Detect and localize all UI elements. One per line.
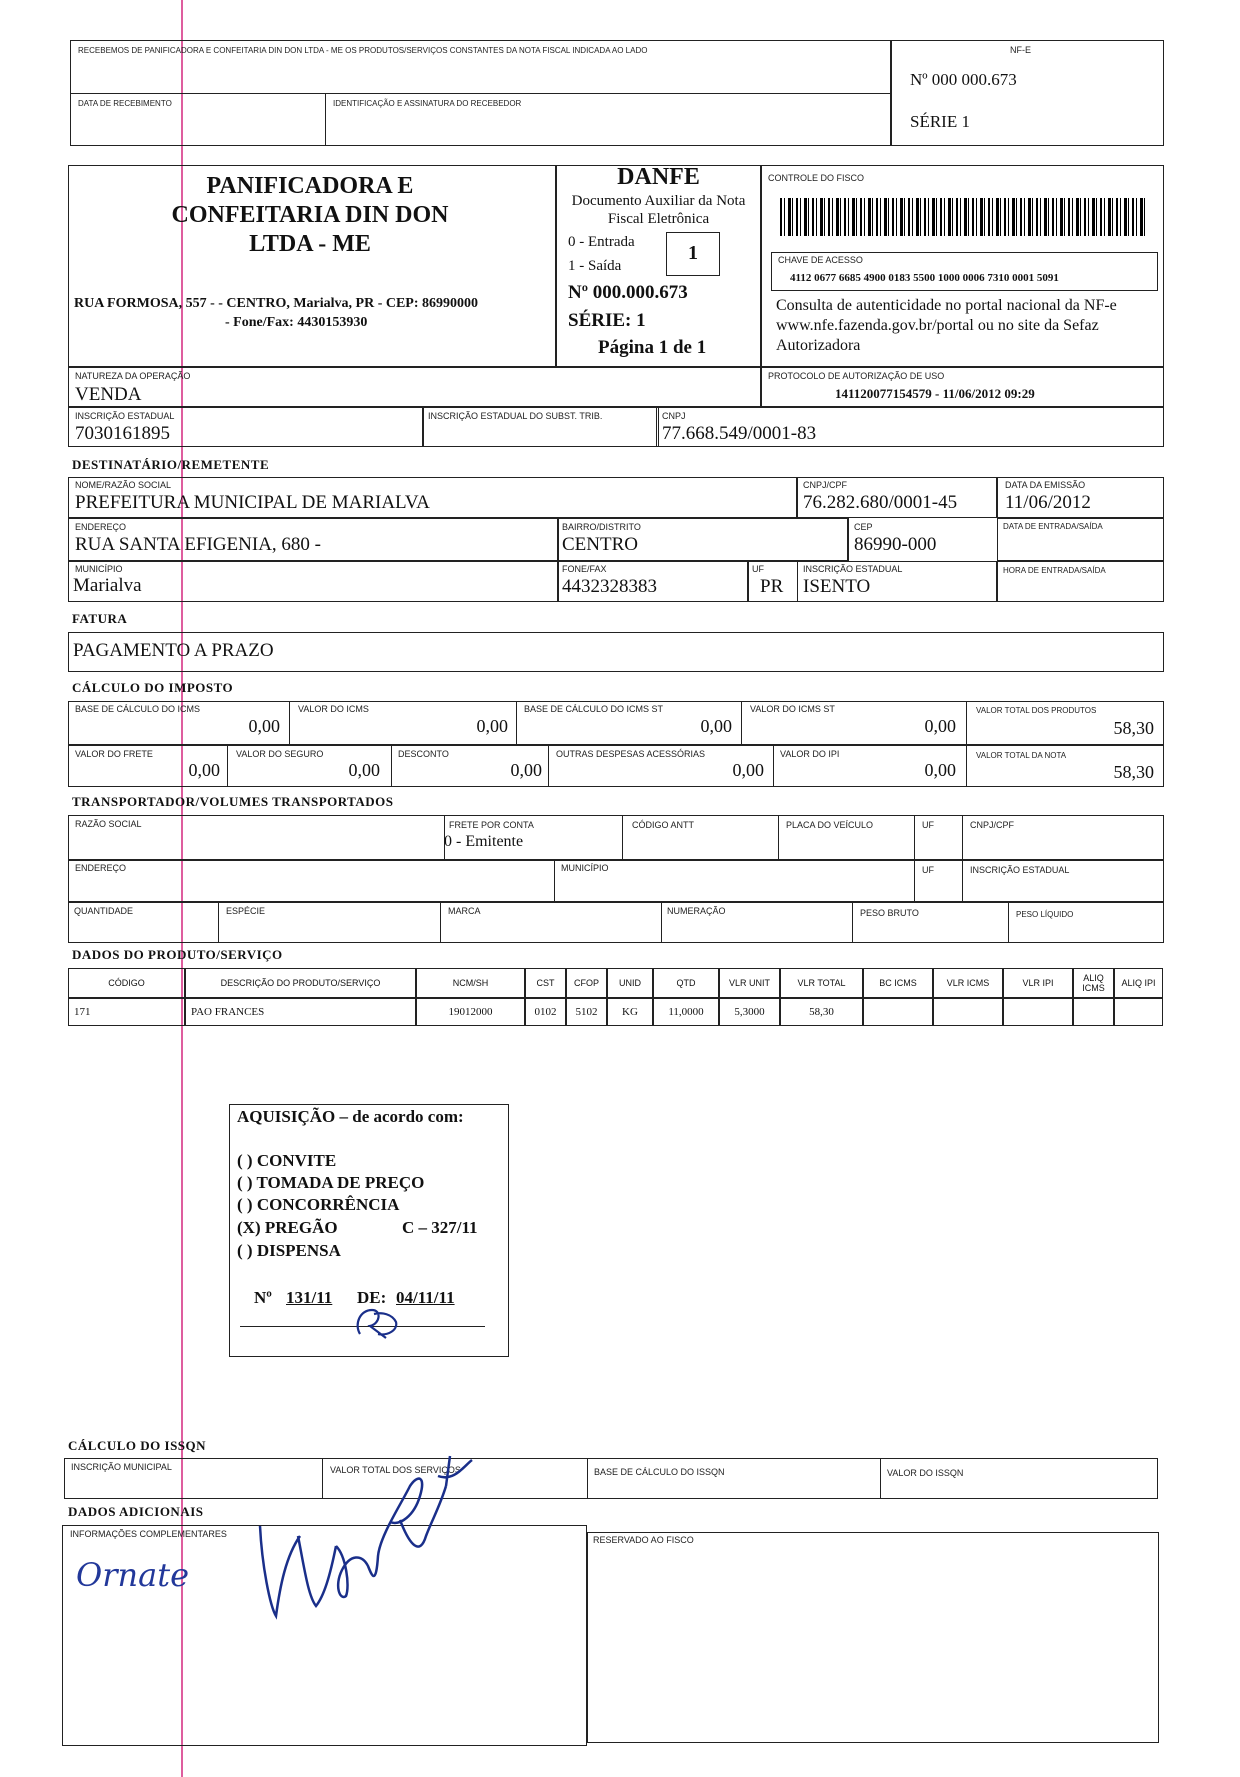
controle-fisco-label: CONTROLE DO FISCO — [768, 173, 865, 183]
dest-cnpj: 76.282.680/0001-45 — [803, 492, 958, 513]
base-icms-label: BASE DE CÁLCULO DO ICMS — [75, 704, 201, 714]
total-prod-label: VALOR TOTAL DOS PRODUTOS — [976, 706, 1097, 715]
aquisicao-data: 04/11/11 — [396, 1288, 455, 1307]
transp-qtd-label: QUANTIDADE — [74, 906, 134, 916]
header-label-vlr-unit: VLR UNIT — [728, 978, 770, 988]
dest-ie-label: INSCRIÇÃO ESTADUAL — [803, 564, 903, 574]
saida-label: 1 - Saída — [568, 258, 622, 274]
desconto-label: DESCONTO — [398, 749, 449, 759]
row-cell-aliq-icms — [1073, 998, 1114, 1026]
barcode — [780, 198, 1145, 236]
outras-value: 0,00 — [732, 760, 764, 780]
transp-marca-label: MARCA — [448, 906, 481, 916]
valor-st: 0,00 — [924, 716, 956, 736]
emitter-name: PANIFICADORA E CONFEITARIA DIN DON LTDA - ME — [171, 173, 449, 257]
issqn-box — [64, 1458, 1158, 1499]
row-cell-vlr-icms — [933, 998, 1003, 1026]
base-icms: 0,00 — [248, 716, 280, 736]
date-received-label: DATA DE RECEBIMENTO — [78, 99, 172, 108]
row-cell-cfop — [566, 998, 607, 1026]
row-cell-ncm — [416, 998, 525, 1026]
ie-value: 7030161895 — [75, 423, 170, 444]
chave-label: CHAVE DE ACESSO — [778, 255, 863, 265]
dest-cep: 86990-000 — [854, 534, 937, 555]
transp-uf2-label: UF — [922, 865, 934, 875]
aquisicao-tomada: ( ) TOMADA DE PREÇO — [237, 1173, 425, 1192]
header-cell-ncm — [416, 968, 525, 998]
entrada-saida-label: DATA DE ENTRADA/SAÍDA — [1003, 522, 1103, 531]
base-st: 0,00 — [700, 716, 732, 736]
outras-label: OUTRAS DESPESAS ACESSÓRIAS — [556, 749, 706, 759]
row-cell-cst — [525, 998, 566, 1026]
transp-antt-label: CÓDIGO ANTT — [632, 820, 695, 830]
row-cell-qtd — [653, 998, 719, 1026]
row-cell-vlr-unit — [719, 998, 780, 1026]
row-value-cfop: 5102 — [575, 1006, 598, 1018]
seguro-value: 0,00 — [348, 760, 380, 780]
cnpj-value: 77.668.549/0001-83 — [662, 423, 817, 444]
transp-peso-bruto-label: PESO BRUTO — [860, 908, 919, 918]
dest-fone-label: FONE/FAX — [562, 564, 607, 574]
row-cell-codigo — [68, 998, 185, 1026]
row-value-descricao: PAO FRANCES — [191, 1006, 265, 1018]
header-cell-aliq-icms — [1073, 968, 1114, 998]
header-cell-vlr-total — [780, 968, 863, 998]
nfe-label: NF-E — [1010, 45, 1031, 55]
header-label-aliq-ipi: ALIQ IPI — [1121, 978, 1156, 988]
transp-placa-label: PLACA DO VEÍCULO — [786, 820, 874, 830]
transp-endereco-label: ENDEREÇO — [75, 863, 127, 873]
issqn-base-label: BASE DE CÁLCULO DO ISSQN — [594, 1467, 725, 1477]
header-cell-vlr-unit — [719, 968, 780, 998]
hora-label: HORA DE ENTRADA/SAÍDA — [1003, 566, 1106, 575]
natureza-label: NATUREZA DA OPERAÇÃO — [75, 371, 191, 381]
header-cell-unid — [607, 968, 653, 998]
protocolo-value: 141120077154579 - 11/06/2012 09:29 — [835, 386, 1035, 401]
stamp-initials — [352, 1304, 404, 1342]
valor-icms: 0,00 — [476, 716, 508, 736]
row-cell-bc-icms — [863, 998, 933, 1026]
header-cell-bc-icms — [863, 968, 933, 998]
transp-numeracao-label: NUMERAÇÃO — [667, 906, 726, 916]
dest-municipio-label: MUNICÍPIO — [75, 564, 123, 574]
dest-bairro: CENTRO — [562, 534, 638, 555]
dest-uf-label: UF — [752, 564, 764, 574]
stub-number: Nº 000 000.673 — [910, 70, 1017, 89]
transp-especie-label: ESPÉCIE — [226, 906, 266, 916]
header-label-cfop: CFOP — [573, 978, 599, 988]
handwritten-note: Ornate — [76, 1556, 190, 1594]
issqn-im-label: INSCRIÇÃO MUNICIPAL — [71, 1462, 172, 1472]
issqn-total-label: VALOR TOTAL DOS SERVIÇOS — [330, 1465, 461, 1475]
danfe-numero: Nº 000.000.673 — [568, 282, 688, 303]
aquisicao-dispensa: ( ) DISPENSA — [237, 1241, 341, 1260]
row-cell-descricao — [185, 998, 416, 1026]
chave-value: 4112 0677 6685 4900 0183 5500 1000 0006 7310 0001 5091 — [790, 272, 1059, 284]
header-label-qtd: QTD — [676, 978, 696, 988]
info-compl-label: INFORMAÇÕES COMPLEMENTARES — [70, 1529, 227, 1539]
dest-nome-label: NOME/RAZÃO SOCIAL — [75, 480, 172, 490]
valor-st-label: VALOR DO ICMS ST — [750, 704, 835, 714]
dest-ie: ISENTO — [803, 576, 871, 597]
danfe-serie: SÉRIE: 1 — [568, 310, 646, 331]
ie-st-label: INSCRIÇÃO ESTADUAL DO SUBST. TRIB. — [428, 411, 603, 421]
transp-ie-label: INSCRIÇÃO ESTADUAL — [970, 865, 1070, 875]
header-cell-aliq-ipi — [1114, 968, 1163, 998]
base-st-label: BASE DE CÁLCULO DO ICMS ST — [524, 704, 664, 714]
issqn-valor-label: VALOR DO ISSQN — [887, 1468, 964, 1478]
danfe-pagina: Página 1 de 1 — [598, 337, 707, 358]
header-label-ncm: NCM/SH — [452, 978, 489, 988]
total-nota-label: VALOR TOTAL DA NOTA — [976, 751, 1067, 760]
header-cell-qtd — [653, 968, 719, 998]
header-cell-descricao — [185, 968, 416, 998]
dest-fone: 4432328383 — [562, 576, 657, 597]
emissao-label: DATA DA EMISSÃO — [1005, 480, 1086, 490]
fatura-value: PAGAMENTO A PRAZO — [73, 640, 274, 661]
header-cell-cst — [525, 968, 566, 998]
header-label-descricao: DESCRIÇÃO DO PRODUTO/SERVIÇO — [220, 978, 381, 988]
dest-nome: PREFEITURA MUNICIPAL DE MARIALVA — [75, 492, 430, 513]
row-value-unid: KG — [622, 1006, 638, 1018]
natureza-value: VENDA — [75, 384, 142, 405]
seguro-label: VALOR DO SEGURO — [236, 749, 324, 759]
emissao-value: 11/06/2012 — [1005, 492, 1091, 513]
row-value-cst: 0102 — [534, 1006, 557, 1018]
dest-cep-label: CEP — [854, 522, 873, 532]
total-prod: 58,30 — [1113, 718, 1154, 738]
transp-peso-liquido-label: PESO LÍQUIDO — [1016, 910, 1074, 919]
header-cell-codigo — [68, 968, 185, 998]
fatura-section: FATURA — [72, 611, 128, 626]
aquisicao-concorrencia: ( ) CONCORRÊNCIA — [237, 1195, 400, 1214]
header-cell-vlr-ipi — [1003, 968, 1073, 998]
row-value-qtd: 11,0000 — [668, 1006, 704, 1018]
row-value-ncm: 19012000 — [448, 1006, 493, 1018]
reservado-box — [587, 1532, 1159, 1743]
transp-cnpj-label: CNPJ/CPF — [970, 820, 1015, 830]
produtos-section: DADOS DO PRODUTO/SERVIÇO — [72, 947, 283, 962]
destinatario-section: DESTINATÁRIO/REMETENTE — [72, 457, 270, 472]
reservado-label: RESERVADO AO FISCO — [593, 1535, 694, 1545]
row-cell-unid — [607, 998, 653, 1026]
receipt-text: RECEBEMOS DE PANIFICADORA E CONFEITARIA DIN DON LTDA - ME OS PRODUTOS/SERVIÇOS CONSTANTES DA NOTA FISCAL INDICADA AO LADO — [78, 46, 648, 55]
header-cell-cfop — [566, 968, 607, 998]
transp-frete: 0 - Emitente — [444, 833, 524, 850]
imposto-section: CÁLCULO DO IMPOSTO — [72, 680, 234, 695]
signature — [250, 1446, 500, 1626]
entrada-label: 0 - Entrada — [568, 234, 635, 250]
cnpj-label: CNPJ — [662, 411, 686, 421]
header-label-bc-icms: BC ICMS — [879, 978, 917, 988]
dest-bairro-label: BAIRRO/DISTRITO — [562, 522, 641, 532]
tipo-value: 1 — [688, 242, 698, 264]
emitter-phone: - Fone/Fax: 4430153930 — [225, 315, 368, 330]
header-label-aliq-icms: ALIQ ICMS — [1082, 973, 1105, 993]
row-cell-aliq-ipi — [1114, 998, 1163, 1026]
ipi-label: VALOR DO IPI — [780, 749, 840, 759]
aquisicao-pregao-ref: C – 327/11 — [402, 1218, 478, 1237]
adicionais-section: DADOS ADICIONAIS — [68, 1504, 204, 1519]
frete-label: VALOR DO FRETE — [75, 749, 153, 759]
emitter-address: RUA FORMOSA, 557 - - CENTRO, Marialva, PR - CEP: 86990000 — [74, 296, 479, 311]
danfe-title: DANFE — [617, 164, 700, 190]
receiver-ident-label: IDENTIFICAÇÃO E ASSINATURA DO RECEBEDOR — [333, 99, 522, 108]
header-label-vlr-total: VLR TOTAL — [797, 978, 846, 988]
stub-serie: SÉRIE 1 — [910, 112, 970, 131]
total-nota: 58,30 — [1113, 762, 1154, 782]
desconto-value: 0,00 — [510, 760, 542, 780]
aquisicao-numero: 131/11 — [286, 1288, 333, 1307]
valor-icms-label: VALOR DO ICMS — [298, 704, 369, 714]
header-label-cst: CST — [536, 978, 555, 988]
consulta-text: Consulta de autenticidade no portal nacional da NF-e www.nfe.fazenda.gov.br/portal ou no site da Sefaz Autorizadora — [776, 297, 1117, 354]
header-label-unid: UNID — [619, 978, 641, 988]
dest-municipio: Marialva — [73, 575, 142, 596]
issqn-section: CÁLCULO DO ISSQN — [68, 1438, 207, 1453]
header-label-codigo: CÓDIGO — [108, 978, 145, 988]
danfe-subtitle2: Fiscal Eletrônica — [607, 211, 710, 227]
aquisicao-convite: ( ) CONVITE — [237, 1151, 337, 1170]
dest-endereco-label: ENDEREÇO — [75, 522, 127, 532]
row-cell-vlr-ipi — [1003, 998, 1073, 1026]
row-value-vlr-unit: 5,3000 — [734, 1006, 765, 1018]
ipi-value: 0,00 — [924, 760, 956, 780]
danfe-subtitle1: Documento Auxiliar da Nota — [571, 193, 746, 209]
product-table — [68, 968, 1164, 1028]
aquisicao-numero-label: Nº — [254, 1288, 272, 1307]
dest-endereco: RUA SANTA EFIGENIA, 680 - — [75, 534, 322, 555]
header-label-vlr-ipi: VLR IPI — [1022, 978, 1054, 988]
row-value-vlr-total: 58,30 — [809, 1006, 834, 1018]
aquisicao-title: AQUISIÇÃO – de acordo com: — [237, 1107, 464, 1126]
transp-uf-label: UF — [922, 820, 934, 830]
transp-razao-label: RAZÃO SOCIAL — [75, 819, 142, 829]
transp-municipio-label: MUNICÍPIO — [561, 863, 609, 873]
dest-uf: PR — [760, 576, 784, 597]
ie-label: INSCRIÇÃO ESTADUAL — [75, 411, 175, 421]
aquisicao-data-label: DE: — [357, 1288, 387, 1307]
aquisicao-pregao: (X) PREGÃO — [237, 1218, 338, 1237]
header-cell-vlr-icms — [933, 968, 1003, 998]
header-label-vlr-icms: VLR ICMS — [946, 978, 990, 988]
row-value-codigo: 171 — [74, 1006, 91, 1018]
protocolo-label: PROTOCOLO DE AUTORIZAÇÃO DE USO — [768, 371, 945, 381]
transportador-section: TRANSPORTADOR/VOLUMES TRANSPORTADOS — [72, 794, 394, 809]
frete-value: 0,00 — [188, 760, 220, 780]
dest-cnpj-label: CNPJ/CPF — [803, 480, 848, 490]
transp-frete-label: FRETE POR CONTA — [449, 820, 534, 830]
row-cell-vlr-total — [780, 998, 863, 1026]
